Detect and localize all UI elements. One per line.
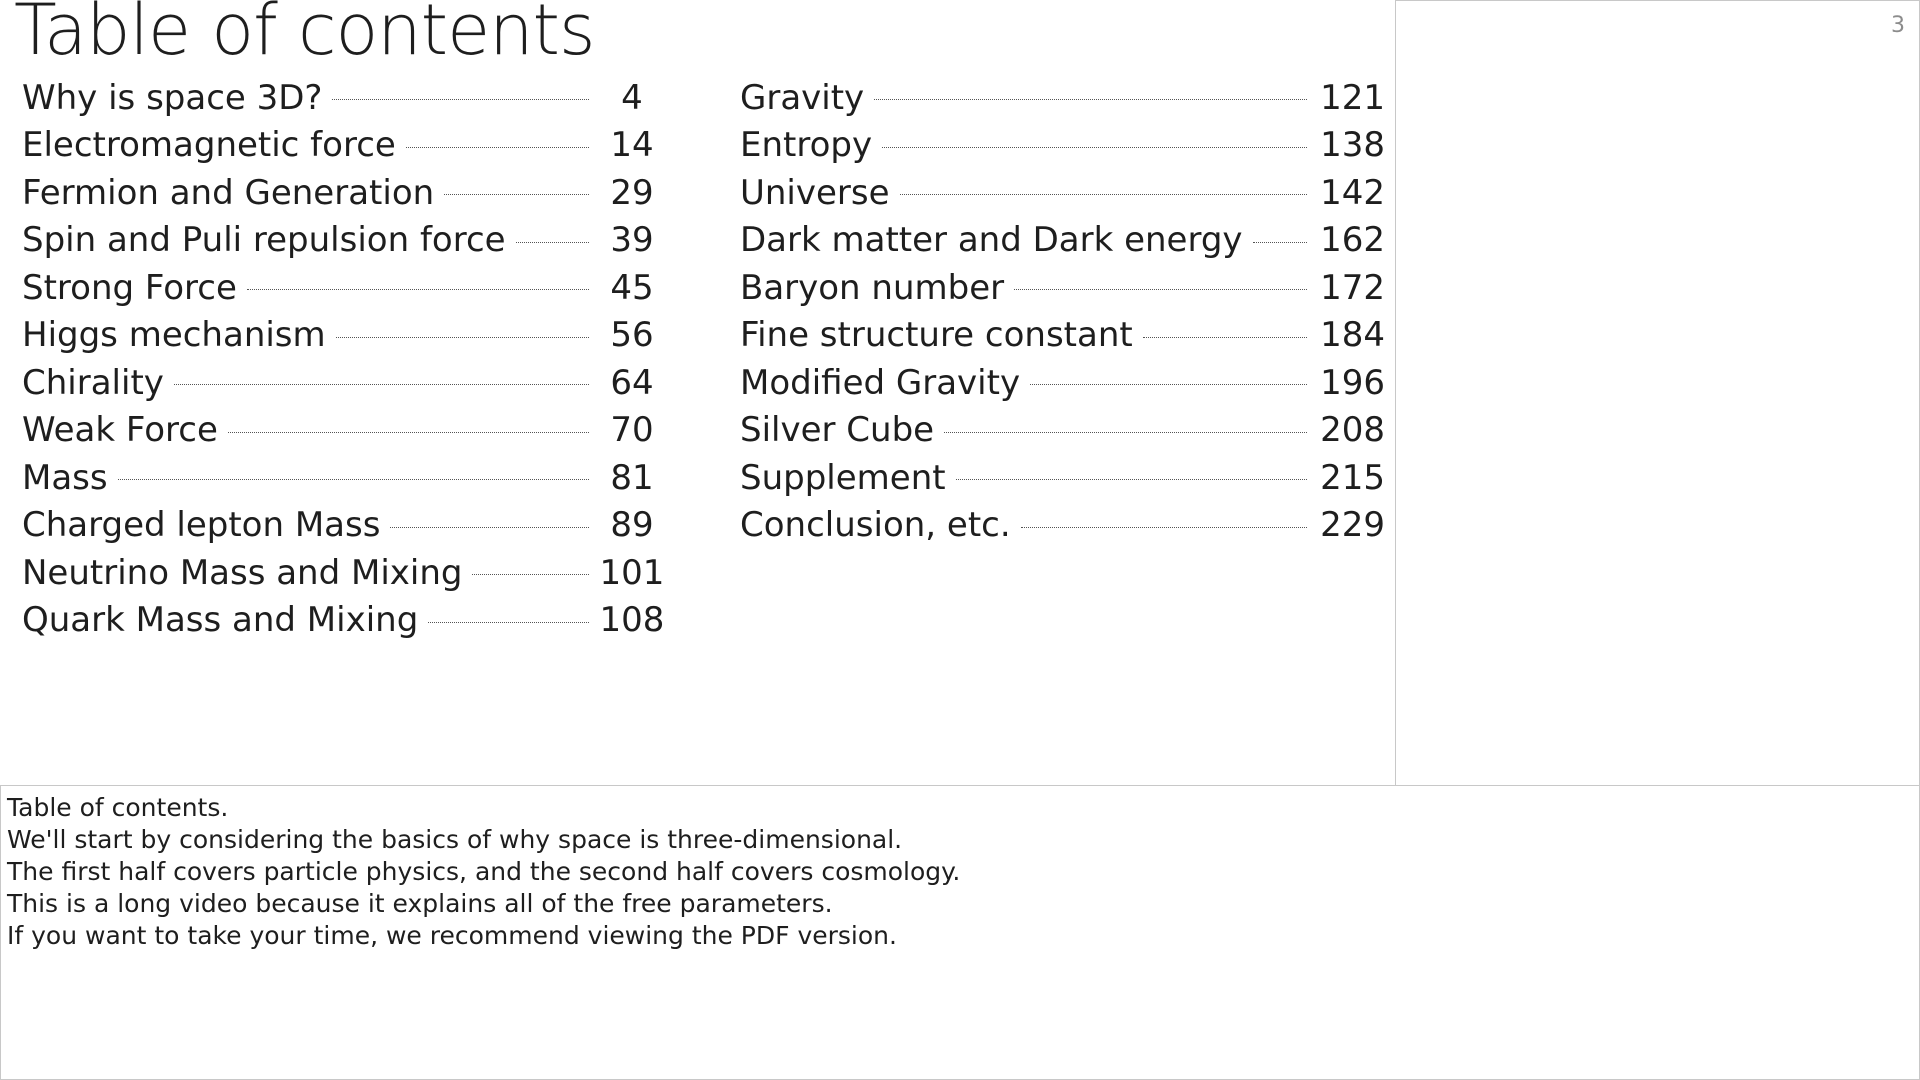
toc-entry bbox=[22, 312, 667, 360]
toc-entry-page: 229 bbox=[1320, 505, 1385, 546]
toc-leader-line bbox=[956, 479, 1307, 480]
toc-entry bbox=[740, 122, 1385, 170]
toc-left-column bbox=[22, 74, 667, 644]
toc-entry-label: Silver Cube bbox=[740, 410, 935, 451]
toc-leader-line bbox=[228, 432, 589, 433]
toc-entry-page: 64 bbox=[610, 362, 654, 403]
toc-entry-page: 162 bbox=[1320, 220, 1385, 261]
toc-entry bbox=[22, 407, 667, 455]
toc-entry-label: Charged lepton Mass bbox=[22, 505, 381, 546]
toc-leader-line bbox=[882, 147, 1307, 148]
toc-entry bbox=[22, 597, 667, 645]
toc-entry-page: 196 bbox=[1320, 362, 1385, 403]
toc-entry-label: Dark matter and Dark energy bbox=[740, 220, 1243, 261]
toc-leader-line bbox=[944, 432, 1307, 433]
toc-leader-line bbox=[332, 99, 589, 100]
notes-line: If you want to take your time, we recommend viewing the PDF version. bbox=[7, 921, 897, 950]
toc-entry-label: Baryon number bbox=[740, 267, 1005, 308]
toc-entry-page: 29 bbox=[610, 172, 654, 213]
toc-leader-line bbox=[1030, 384, 1307, 385]
toc-entry-page: 172 bbox=[1320, 267, 1385, 308]
toc-entry-page: 81 bbox=[610, 457, 654, 498]
toc-entry-label: Why is space 3D? bbox=[22, 77, 323, 118]
side-panel[interactable] bbox=[1395, 0, 1920, 785]
slide-title: Table of contents bbox=[14, 0, 595, 71]
toc-leader-line bbox=[472, 574, 589, 575]
toc-leader-line bbox=[874, 99, 1307, 100]
toc-entry-page: 101 bbox=[599, 552, 665, 593]
toc-entry-page: 70 bbox=[610, 410, 654, 451]
toc-entry bbox=[740, 217, 1385, 265]
notes-line: This is a long video because it explains all of the free parameters. bbox=[7, 889, 833, 918]
notes-line: Table of contents. bbox=[7, 793, 229, 822]
toc-leader-line bbox=[900, 194, 1307, 195]
toc-leader-line bbox=[118, 479, 589, 480]
notes-line: We'll start by considering the basics of why space is three-dimensional. bbox=[7, 825, 903, 854]
toc-leader-line bbox=[336, 337, 589, 338]
toc-entry-label: Entropy bbox=[740, 125, 873, 166]
toc-entry-label: Higgs mechanism bbox=[22, 315, 326, 356]
toc-leader-line bbox=[1253, 242, 1307, 243]
toc-entry-label: Universe bbox=[740, 172, 890, 213]
toc-entry bbox=[22, 169, 667, 217]
toc-entry-label: Mass bbox=[22, 457, 108, 498]
toc-entry-label: Conclusion, etc. bbox=[740, 505, 1011, 546]
toc-entry bbox=[740, 359, 1385, 407]
slide-number: 3 bbox=[1891, 13, 1905, 38]
toc-entry bbox=[22, 502, 667, 550]
speaker-notes-panel[interactable] bbox=[0, 785, 1920, 1080]
toc-entry bbox=[22, 122, 667, 170]
toc-leader-line bbox=[247, 289, 589, 290]
toc-entry-page: 39 bbox=[610, 220, 654, 261]
toc-entry-label: Strong Force bbox=[22, 267, 237, 308]
toc-leader-line bbox=[406, 147, 589, 148]
toc-entry-page: 108 bbox=[599, 600, 665, 641]
toc-entry-page: 45 bbox=[610, 267, 654, 308]
toc-entry-label: Gravity bbox=[740, 77, 865, 118]
toc-entry bbox=[740, 454, 1385, 502]
toc-entry bbox=[22, 549, 667, 597]
toc-entry-label: Quark Mass and Mixing bbox=[22, 600, 419, 641]
toc-entry bbox=[740, 169, 1385, 217]
toc-leader-line bbox=[390, 527, 589, 528]
toc-entry bbox=[22, 454, 667, 502]
toc-leader-line bbox=[1014, 289, 1307, 290]
toc-entry-page: 89 bbox=[610, 505, 654, 546]
toc-entry-label: Neutrino Mass and Mixing bbox=[22, 552, 463, 593]
toc-entry bbox=[22, 74, 667, 122]
toc-leader-line bbox=[516, 242, 589, 243]
toc-entry-label: Modified Gravity bbox=[740, 362, 1021, 403]
toc-entry-page: 14 bbox=[610, 125, 654, 166]
toc-entry bbox=[22, 264, 667, 312]
toc-entry bbox=[22, 217, 667, 265]
notes-line: The first half covers particle physics, and the second half covers cosmology. bbox=[7, 857, 961, 886]
toc-entry-page: 208 bbox=[1320, 410, 1385, 451]
toc-entry-page: 4 bbox=[621, 77, 643, 118]
toc-entry-label: Fine structure constant bbox=[740, 315, 1133, 356]
toc-entry-page: 138 bbox=[1320, 125, 1385, 166]
toc-entry-label: Electromagnetic force bbox=[22, 125, 396, 166]
toc-entry-label: Spin and Puli repulsion force bbox=[22, 220, 506, 261]
toc-entry bbox=[740, 407, 1385, 455]
toc-entry bbox=[740, 502, 1385, 550]
toc-entry bbox=[740, 312, 1385, 360]
toc-leader-line bbox=[428, 622, 589, 623]
toc-entry-page: 56 bbox=[610, 315, 654, 356]
toc-entry-label: Chirality bbox=[22, 362, 164, 403]
speaker-notes-text bbox=[7, 792, 960, 952]
toc-entry-page: 121 bbox=[1320, 77, 1385, 118]
toc-entry-label: Fermion and Generation bbox=[22, 172, 435, 213]
toc-entry-label: Supplement bbox=[740, 457, 946, 498]
toc-entry bbox=[740, 264, 1385, 312]
toc-leader-line bbox=[444, 194, 589, 195]
toc-entry bbox=[740, 74, 1385, 122]
toc-entry-label: Weak Force bbox=[22, 410, 218, 451]
toc-entry-page: 215 bbox=[1320, 457, 1385, 498]
toc-entry-page: 142 bbox=[1320, 172, 1385, 213]
toc-right-column bbox=[740, 74, 1385, 549]
toc-leader-line bbox=[174, 384, 589, 385]
toc-leader-line bbox=[1021, 527, 1307, 528]
toc-entry bbox=[22, 359, 667, 407]
toc-leader-line bbox=[1143, 337, 1307, 338]
toc-entry-page: 184 bbox=[1320, 315, 1385, 356]
